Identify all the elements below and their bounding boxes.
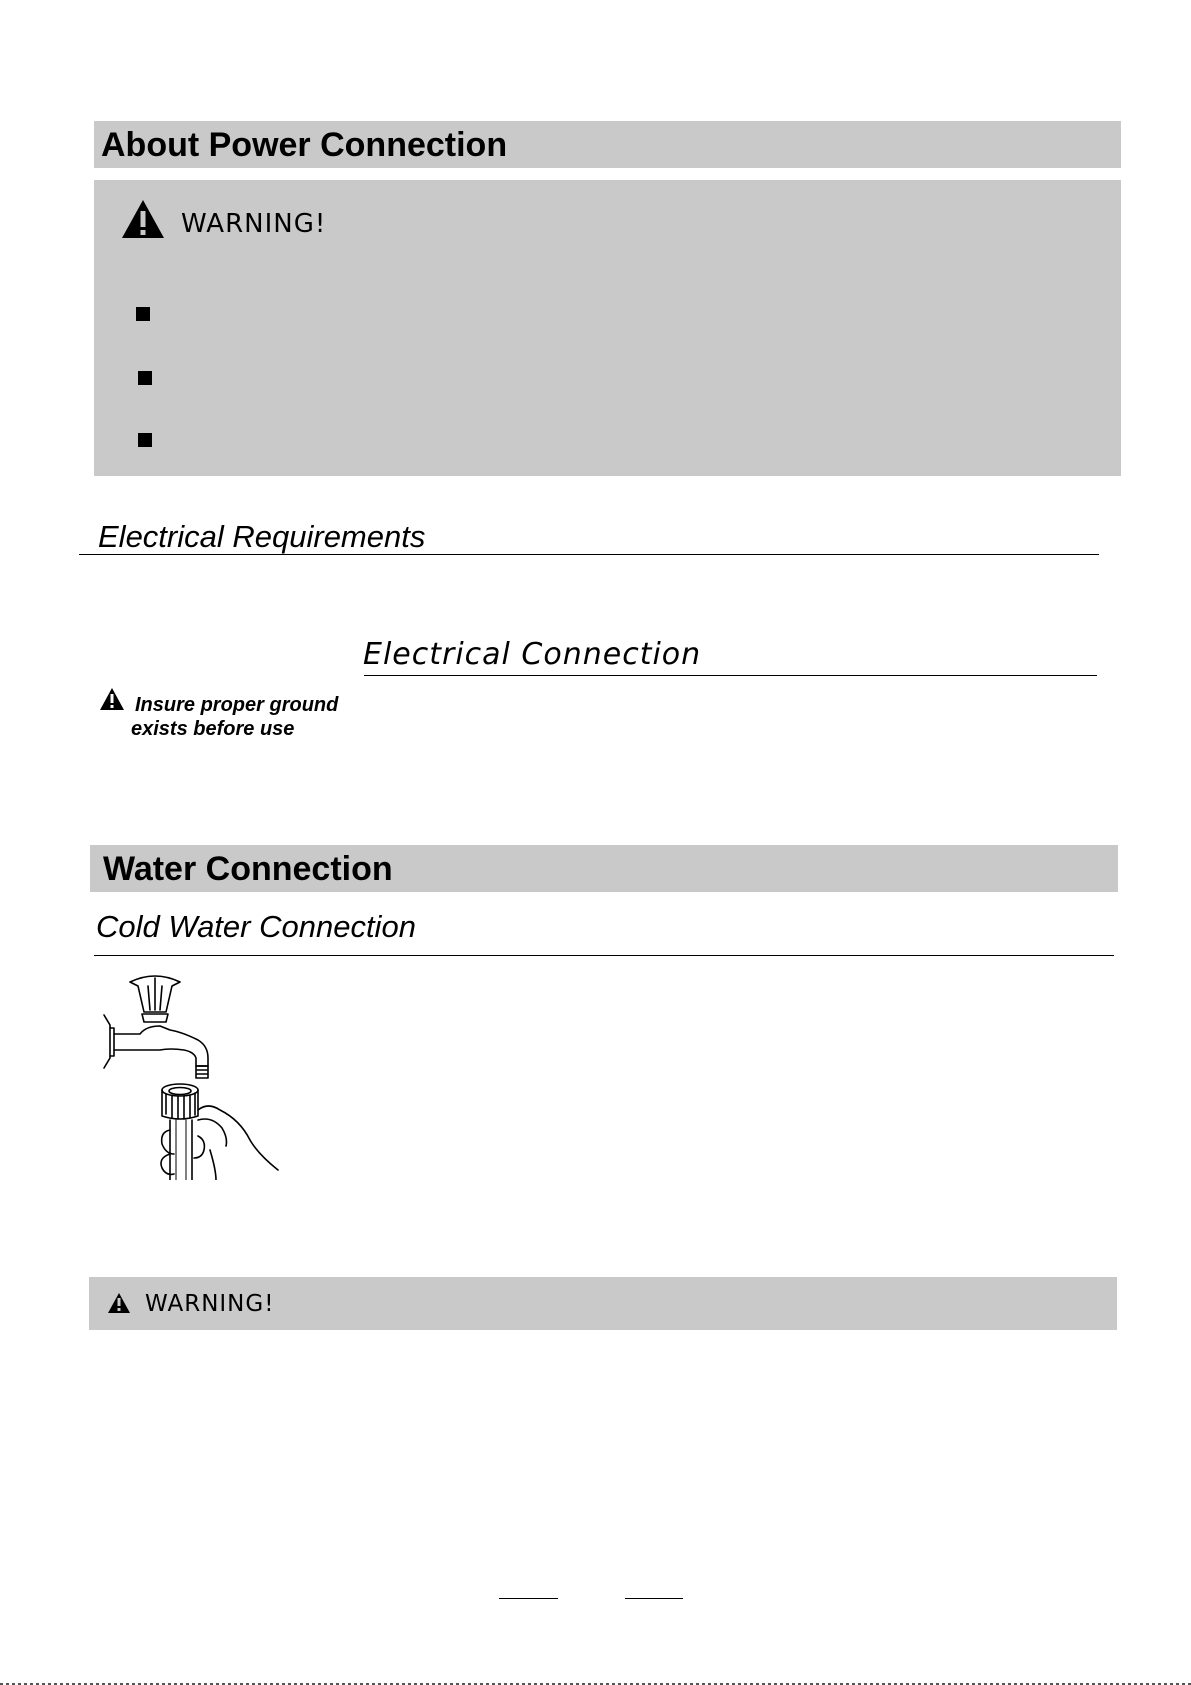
bottom-warning-box	[89, 1277, 1117, 1330]
power-warning-label: WARNING!	[181, 209, 327, 239]
electrical-connection-heading: Electrical Connection	[363, 637, 702, 672]
cold-water-rule	[94, 955, 1114, 956]
warning-triangle-icon	[107, 1292, 131, 1314]
faucet-hose-illustration	[100, 970, 290, 1180]
warning-triangle-icon	[99, 687, 125, 711]
ground-note-line-2: exists before use	[131, 718, 295, 740]
warning-bullet-3	[138, 433, 152, 447]
power-section-title: About Power Connection	[101, 126, 508, 164]
ground-note-line-1: Insure proper ground	[135, 694, 339, 716]
warning-bullet-2	[138, 371, 152, 385]
electrical-requirements-heading: Electrical Requirements	[98, 519, 426, 554]
warning-bullet-1	[136, 307, 150, 321]
power-section-header	[94, 121, 1121, 168]
warning-triangle-icon	[121, 199, 165, 239]
bottom-warning-label: WARNING!	[145, 1291, 275, 1317]
water-section-title: Water Connection	[103, 850, 393, 888]
water-section-header	[90, 845, 1118, 892]
footer-rule-right	[625, 1598, 683, 1599]
power-warning-box	[94, 180, 1121, 476]
cold-water-heading: Cold Water Connection	[96, 909, 416, 944]
electrical-connection-rule	[364, 675, 1097, 676]
footer-rule-left	[499, 1598, 558, 1599]
electrical-requirements-rule	[79, 554, 1099, 555]
